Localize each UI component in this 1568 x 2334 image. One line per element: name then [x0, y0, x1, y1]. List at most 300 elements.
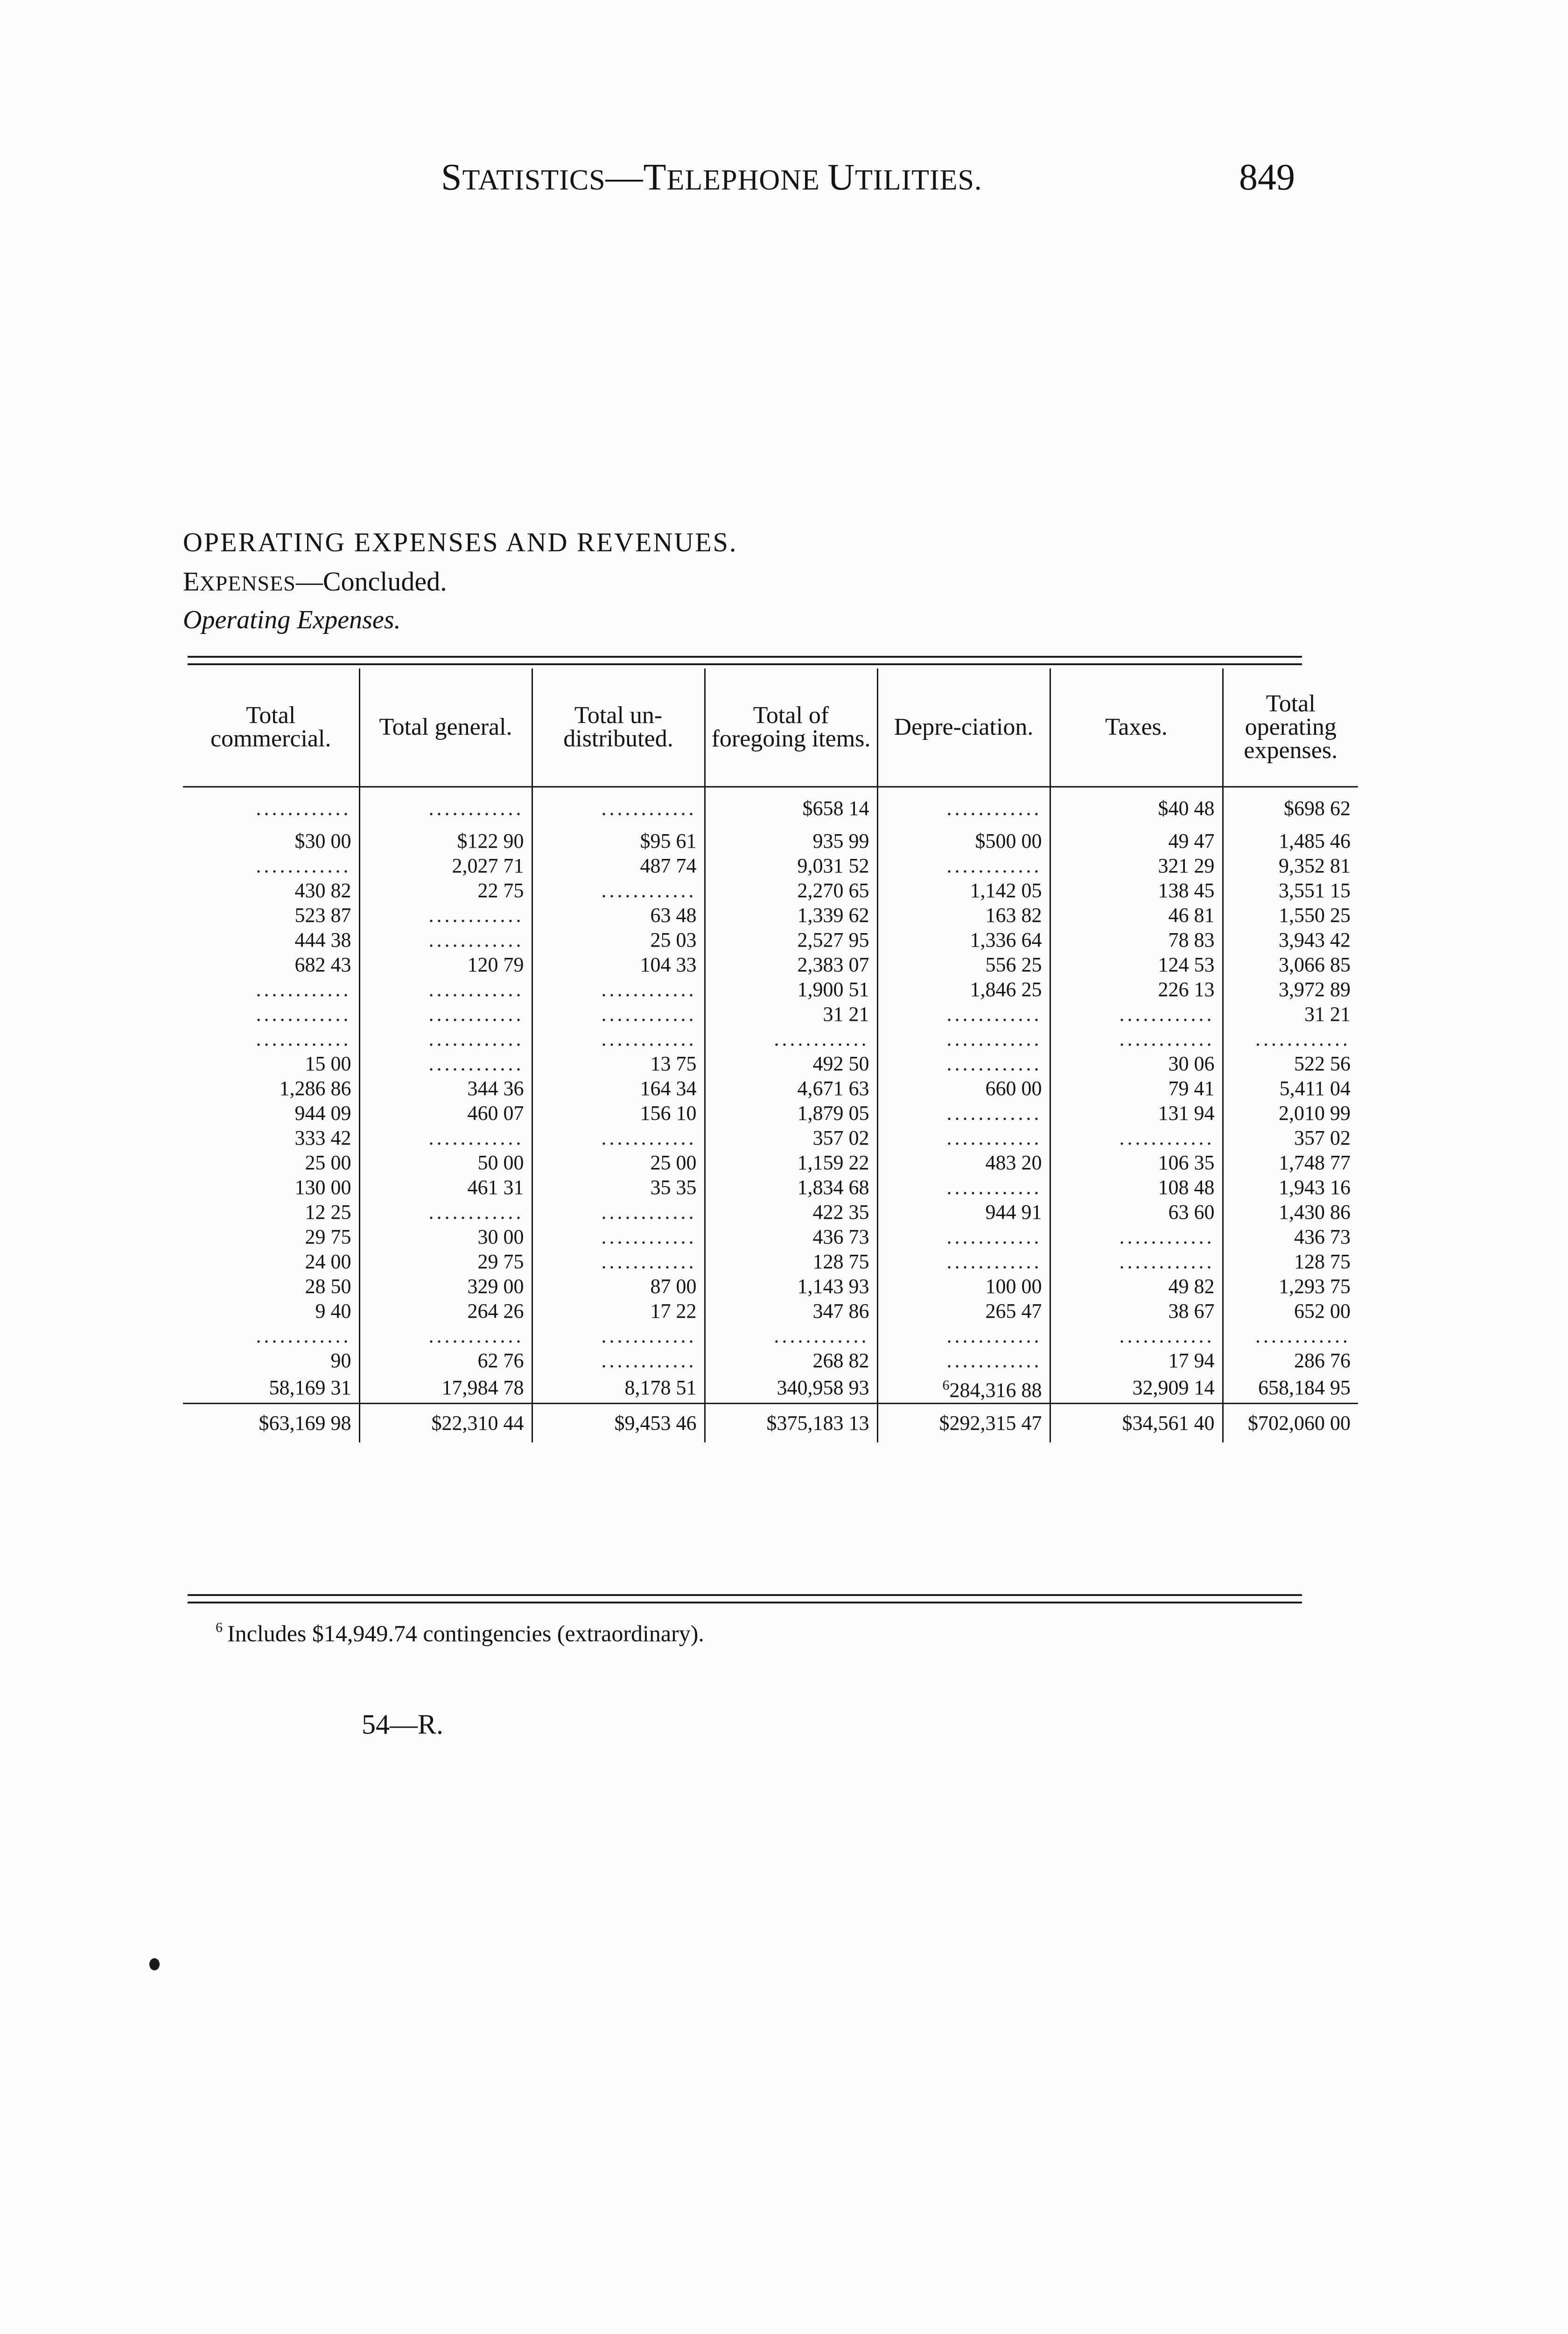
top-double-rule-upper: [188, 656, 1302, 658]
cell-value: 1,143 93: [797, 1275, 869, 1298]
cell-value: 9 40: [315, 1300, 351, 1322]
cell-value: 25 00: [650, 1151, 697, 1174]
dot-leader: ............: [946, 1052, 1042, 1075]
table-cell: [183, 1348, 359, 1373]
dot-leader: ............: [428, 1201, 524, 1223]
table-cell: [359, 1249, 532, 1274]
dot-leader: ............: [428, 978, 524, 1001]
cell-value: 130 00: [294, 1176, 351, 1199]
dot-leader: ............: [601, 1201, 697, 1223]
table-cell: [705, 952, 877, 977]
dot-leader: ............: [1119, 1003, 1215, 1026]
table-cell: [183, 1200, 359, 1224]
cell-value: 32,909 14: [1132, 1376, 1215, 1399]
cell-value: 9,352 81: [1279, 854, 1351, 877]
table-cell: [705, 1299, 877, 1323]
table-cell: [877, 1274, 1050, 1299]
table-cell: [1223, 952, 1358, 977]
cell-value: 444 38: [294, 928, 351, 951]
table-cell: [183, 1175, 359, 1200]
table-cell: [183, 903, 359, 928]
table-cell: [705, 829, 877, 853]
cell-value: 29 75: [477, 1250, 524, 1273]
table-cell: [532, 1150, 705, 1175]
cell-value: $40 48: [1158, 796, 1215, 820]
table-cell: [183, 1076, 359, 1101]
table-row: [183, 1150, 1358, 1175]
table-header-row: [183, 668, 1358, 787]
cell-value: 63 48: [650, 904, 697, 927]
table-cell: [705, 853, 877, 878]
table-cell: [532, 952, 705, 977]
table-cell: [705, 1323, 877, 1348]
cell-value: 4,671 63: [797, 1077, 869, 1100]
table-cell: [877, 1249, 1050, 1274]
table-cell: [1223, 1224, 1358, 1249]
dot-leader: ............: [946, 1225, 1042, 1248]
cell-value: 522 56: [1294, 1052, 1351, 1075]
table-cell: [183, 977, 359, 1002]
dot-leader: ............: [946, 1003, 1042, 1026]
cell-value: 492 50: [812, 1052, 869, 1075]
dot-leader: ............: [1119, 1225, 1215, 1248]
table-cell: [877, 1026, 1050, 1051]
dot-leader: ............: [946, 1027, 1042, 1050]
cell-value: 63 60: [1168, 1201, 1215, 1223]
cell-value: 658,184 95: [1258, 1376, 1351, 1399]
dot-leader: ............: [601, 1225, 697, 1248]
table-cell: [1050, 1200, 1223, 1224]
col-header-total-undistributed: Total un-distributed.: [532, 668, 705, 787]
table-cell: [877, 1076, 1050, 1101]
table-cell: [877, 829, 1050, 853]
cell-value: 29 75: [305, 1225, 351, 1248]
dot-leader: ............: [774, 1324, 869, 1347]
table-cell: [359, 952, 532, 977]
table-cell: [1050, 952, 1223, 977]
dot-leader: ............: [946, 1349, 1042, 1372]
footnote-ref: 6: [942, 1378, 950, 1393]
cell-value: 264 26: [467, 1300, 524, 1322]
table-cell: [877, 1125, 1050, 1150]
table-cell: [1223, 1026, 1358, 1051]
table-cell: [532, 1026, 705, 1051]
cell-value: 1,159 22: [797, 1151, 869, 1174]
table-cell: [532, 1175, 705, 1200]
table-cell: [705, 1026, 877, 1051]
cell-value: 1,879 05: [797, 1102, 869, 1125]
table-cell: [705, 977, 877, 1002]
table-cell: [532, 829, 705, 853]
cell-value: 17 94: [1168, 1349, 1215, 1372]
cell-value: 108 48: [1158, 1176, 1215, 1199]
cell-value: 3,066 85: [1279, 953, 1351, 976]
cell-value: 17 22: [650, 1300, 697, 1322]
table-row: [183, 878, 1358, 903]
table-cell: [705, 787, 877, 829]
cell-value: 436 73: [1294, 1225, 1351, 1248]
cell-value: 265 47: [985, 1300, 1042, 1322]
cell-value: 1,834 68: [797, 1176, 869, 1199]
dot-leader: ............: [601, 1126, 697, 1149]
table-cell: [532, 1051, 705, 1076]
col-header-total-foregoing-items: Total of foregoing items.: [705, 668, 877, 787]
table-cell: [532, 1200, 705, 1224]
table-cell: [359, 1224, 532, 1249]
col-header-total-general: Total general.: [359, 668, 532, 787]
table-row: [183, 1175, 1358, 1200]
table-row: [183, 853, 1358, 878]
cell-value: 2,270 65: [797, 879, 869, 902]
cell-value: 682 43: [294, 953, 351, 976]
bottom-double-rule-lower: [188, 1602, 1302, 1603]
table-cell: [705, 928, 877, 952]
cell-value: 3,551 15: [1279, 879, 1351, 902]
dot-leader: ............: [1119, 1126, 1215, 1149]
table-cell: [359, 1101, 532, 1125]
table-cell: [359, 977, 532, 1002]
table-cell: [1050, 787, 1223, 829]
col-header-total-commercial: Total commercial.: [183, 668, 359, 787]
table-cell: [1223, 1175, 1358, 1200]
table-cell: [877, 1323, 1050, 1348]
dot-leader: ............: [256, 1003, 351, 1026]
table-row: [183, 1323, 1358, 1348]
cell-value: 652 00: [1294, 1300, 1351, 1322]
table-cell: [359, 903, 532, 928]
table-cell: [1050, 1175, 1223, 1200]
cell-value: 1,550 25: [1279, 904, 1351, 927]
table-cell: [1050, 903, 1223, 928]
cell-value: 1,430 86: [1279, 1201, 1351, 1223]
total-cell: $22,310 44: [359, 1403, 532, 1442]
cell-value: 25 03: [650, 928, 697, 951]
table-row: [183, 1200, 1358, 1224]
table-cell: [532, 878, 705, 903]
cell-value: 3,943 42: [1279, 928, 1351, 951]
table-cell: [1223, 1101, 1358, 1125]
table-cell: [532, 903, 705, 928]
table-cell: [359, 1274, 532, 1299]
cell-value: 31 21: [1304, 1003, 1351, 1026]
table-cell: [532, 1101, 705, 1125]
dot-leader: ............: [601, 796, 697, 820]
cell-value: 120 79: [467, 953, 524, 976]
table-cell: [1223, 1002, 1358, 1026]
cell-value: 8,178 51: [624, 1376, 697, 1399]
table-cell: [705, 1348, 877, 1373]
cell-value: 2,027 71: [452, 854, 524, 877]
cell-value: 5,411 04: [1279, 1077, 1351, 1100]
cell-value: 156 10: [640, 1102, 697, 1125]
cell-value: 556 25: [985, 953, 1042, 976]
cell-value: 284,316 88: [949, 1378, 1042, 1402]
table-cell: [183, 878, 359, 903]
cell-value: 460 07: [467, 1102, 524, 1125]
table-cell: [532, 1274, 705, 1299]
table-cell: [1223, 1299, 1358, 1323]
dot-leader: ............: [946, 1102, 1042, 1125]
dot-leader: ............: [601, 1003, 697, 1026]
ink-speck: [149, 1958, 160, 1970]
table-cell: [705, 1076, 877, 1101]
dot-leader: ............: [1119, 1250, 1215, 1273]
table-cell: [1223, 977, 1358, 1002]
dot-leader: ............: [946, 854, 1042, 877]
table-cell: [705, 1125, 877, 1150]
dot-leader: ............: [601, 1349, 697, 1372]
table-cell: [183, 1373, 359, 1403]
table-cell: [1223, 878, 1358, 903]
table-cell: [183, 1026, 359, 1051]
cell-value: 422 35: [812, 1201, 869, 1223]
table-cell: [877, 1200, 1050, 1224]
table-cell: [183, 928, 359, 952]
table-cell: [359, 853, 532, 878]
dot-leader: ............: [774, 1027, 869, 1050]
table-cell: [1223, 1051, 1358, 1076]
dot-leader: ............: [946, 1250, 1042, 1273]
signature-mark: 54—R.: [362, 1709, 444, 1740]
section-subtitle: EXPENSES—Concluded.: [183, 566, 447, 597]
table-cell: [1050, 1101, 1223, 1125]
table-cell: [1050, 1373, 1223, 1403]
cell-value: 46 81: [1168, 904, 1215, 927]
table-cell: [532, 1348, 705, 1373]
table-cell: [877, 1224, 1050, 1249]
table-cell: [359, 1323, 532, 1348]
table-cell: [1050, 1299, 1223, 1323]
table-cell: [532, 1323, 705, 1348]
total-cell: $702,060 00: [1223, 1403, 1358, 1442]
col-header-total-operating-expenses: Total operating expenses.: [1223, 668, 1358, 787]
table-cell: [532, 787, 705, 829]
cell-value: 58,169 31: [269, 1376, 351, 1399]
cell-value: 79 41: [1168, 1077, 1215, 1100]
cell-value: 226 13: [1158, 978, 1215, 1001]
table-cell: [705, 1150, 877, 1175]
table-cell: [532, 1224, 705, 1249]
table-cell: [1050, 853, 1223, 878]
table-cell: [1050, 1150, 1223, 1175]
table-cell: [705, 1002, 877, 1026]
table-cell: [183, 1274, 359, 1299]
table-row: [183, 1026, 1358, 1051]
cell-value: 461 31: [467, 1176, 524, 1199]
table-cell: [359, 1076, 532, 1101]
table-cell: [1050, 1076, 1223, 1101]
cell-value: 1,748 77: [1279, 1151, 1351, 1174]
table-row: [183, 787, 1358, 829]
dot-leader: ............: [1255, 1027, 1351, 1050]
cell-value: 523 87: [294, 904, 351, 927]
table-cell: [359, 1299, 532, 1323]
table-cell: [1223, 829, 1358, 853]
table-cell: [359, 1125, 532, 1150]
dot-leader: ............: [601, 1027, 697, 1050]
cell-value: 321 29: [1158, 854, 1215, 877]
dot-leader: ............: [946, 1324, 1042, 1347]
dot-leader: ............: [428, 928, 524, 951]
cell-value: 935 99: [812, 830, 869, 852]
dot-leader: ............: [601, 1250, 697, 1273]
dot-leader: ............: [256, 1027, 351, 1050]
total-cell: $292,315 47: [877, 1403, 1050, 1442]
cell-value: 436 73: [812, 1225, 869, 1248]
table-cell: [1050, 1026, 1223, 1051]
footnote: [216, 1620, 704, 1647]
cell-value: 1,900 51: [797, 978, 869, 1001]
table-cell: [877, 878, 1050, 903]
table-cell: [1223, 1373, 1358, 1403]
cell-value: 2,383 07: [797, 953, 869, 976]
table-cell: [1223, 903, 1358, 928]
table-row: [183, 1076, 1358, 1101]
table-cell: [359, 1026, 532, 1051]
cell-value: 1,846 25: [970, 978, 1042, 1001]
table-cell: [705, 1175, 877, 1200]
footnote-marker: 6: [216, 1620, 223, 1635]
table-cell: [1050, 1125, 1223, 1150]
cell-value: $698 62: [1284, 796, 1351, 820]
table-cell: [532, 977, 705, 1002]
table-row: [183, 1299, 1358, 1323]
cell-value: 49 47: [1168, 830, 1215, 852]
table-cell: [359, 1373, 532, 1403]
cell-value: 944 09: [294, 1102, 351, 1125]
table-cell: [877, 853, 1050, 878]
cell-value: 3,972 89: [1279, 978, 1351, 1001]
table-cell: [183, 1323, 359, 1348]
table-cell: [1050, 1249, 1223, 1274]
table-cell: [532, 1076, 705, 1101]
cell-value: 1,142 05: [970, 879, 1042, 902]
cell-value: 90: [330, 1349, 351, 1372]
table-cell: [1223, 1200, 1358, 1224]
table-cell: [183, 1002, 359, 1026]
cell-value: 104 33: [640, 953, 697, 976]
cell-value: 9,031 52: [797, 854, 869, 877]
table-row: [183, 1274, 1358, 1299]
total-cell: $9,453 46: [532, 1403, 705, 1442]
cell-value: 17,984 78: [441, 1376, 524, 1399]
cell-value: 357 02: [1294, 1126, 1351, 1149]
cell-value: 62 76: [477, 1349, 524, 1372]
cell-value: 1,293 75: [1279, 1275, 1351, 1298]
top-double-rule-lower: [188, 663, 1302, 665]
cell-value: 1,943 16: [1279, 1176, 1351, 1199]
cell-value: 30 00: [477, 1225, 524, 1248]
cell-value: 333 42: [294, 1126, 351, 1149]
dot-leader: ............: [946, 1126, 1042, 1149]
footnote-text: Includes $14,949.74 contingencies (extraordinary).: [227, 1620, 704, 1646]
page-number: 849: [1239, 157, 1295, 198]
table-row: [183, 1002, 1358, 1026]
dot-leader: ............: [601, 879, 697, 902]
table-cell: [183, 1101, 359, 1125]
table-cell: [705, 1373, 877, 1403]
table-cell: [877, 1150, 1050, 1175]
table-cell: [183, 787, 359, 829]
cell-value: 30 06: [1168, 1052, 1215, 1075]
table-cell: [532, 1002, 705, 1026]
cell-value: 329 00: [467, 1275, 524, 1298]
table-cell: [877, 1101, 1050, 1125]
cell-value: 268 82: [812, 1349, 869, 1372]
table-cell: [1050, 928, 1223, 952]
table-cell: [877, 1299, 1050, 1323]
cell-value: 49 82: [1168, 1275, 1215, 1298]
cell-value: 24 00: [305, 1250, 351, 1273]
table-cell: [1050, 878, 1223, 903]
table-cell: [877, 952, 1050, 977]
section-title: OPERATING EXPENSES AND REVENUES.: [183, 527, 738, 557]
table-cell: [532, 1125, 705, 1150]
table-cell: [1223, 1076, 1358, 1101]
cell-value: $30 00: [294, 830, 351, 852]
table-cell: [1223, 787, 1358, 829]
cell-value: 12 25: [305, 1201, 351, 1223]
col-header-depreciation: Depre-ciation.: [877, 668, 1050, 787]
cell-value: 131 94: [1158, 1102, 1215, 1125]
dot-leader: ............: [946, 796, 1042, 820]
table-cell: [877, 928, 1050, 952]
table-cell: [705, 1249, 877, 1274]
table-cell: [532, 1299, 705, 1323]
table-cell: [1223, 1150, 1358, 1175]
cell-value: 2,527 95: [797, 928, 869, 951]
table-cell: [877, 977, 1050, 1002]
table-cell: [1050, 977, 1223, 1002]
table-cell: [1050, 829, 1223, 853]
total-cell: $63,169 98: [183, 1403, 359, 1442]
dot-leader: ............: [428, 1003, 524, 1026]
dot-leader: ............: [428, 1126, 524, 1149]
table-cell: [705, 878, 877, 903]
cell-value: 100 00: [985, 1275, 1042, 1298]
table-row: [183, 952, 1358, 977]
table-cell: [183, 1051, 359, 1076]
cell-value: 344 36: [467, 1077, 524, 1100]
cell-value: 1,485 46: [1279, 830, 1351, 852]
table-cell: [183, 952, 359, 977]
cell-value: 87 00: [650, 1275, 697, 1298]
cell-value: 430 82: [294, 879, 351, 902]
table-cell: [705, 1051, 877, 1076]
cell-value: 357 02: [812, 1126, 869, 1149]
cell-value: 487 74: [640, 854, 697, 877]
dot-leader: ............: [428, 1027, 524, 1050]
total-cell: $375,183 13: [705, 1403, 877, 1442]
dot-leader: ............: [256, 854, 351, 877]
cell-value: 13 75: [650, 1052, 697, 1075]
table-cell: [1050, 1274, 1223, 1299]
cell-value: 1,336 64: [970, 928, 1042, 951]
table-body: [183, 787, 1358, 1442]
dot-leader: ............: [256, 796, 351, 820]
dot-leader: ............: [256, 978, 351, 1001]
dot-leader: ............: [256, 1324, 351, 1347]
table-cell: [877, 1348, 1050, 1373]
table-cell: [1050, 1051, 1223, 1076]
cell-value: 15 00: [305, 1052, 351, 1075]
table-cell: [877, 1051, 1050, 1076]
cell-value: 28 50: [305, 1275, 351, 1298]
table-cell: [359, 829, 532, 853]
cell-value: 944 91: [985, 1201, 1042, 1223]
table-cell: [183, 1249, 359, 1274]
cell-value: 31 21: [823, 1003, 869, 1026]
